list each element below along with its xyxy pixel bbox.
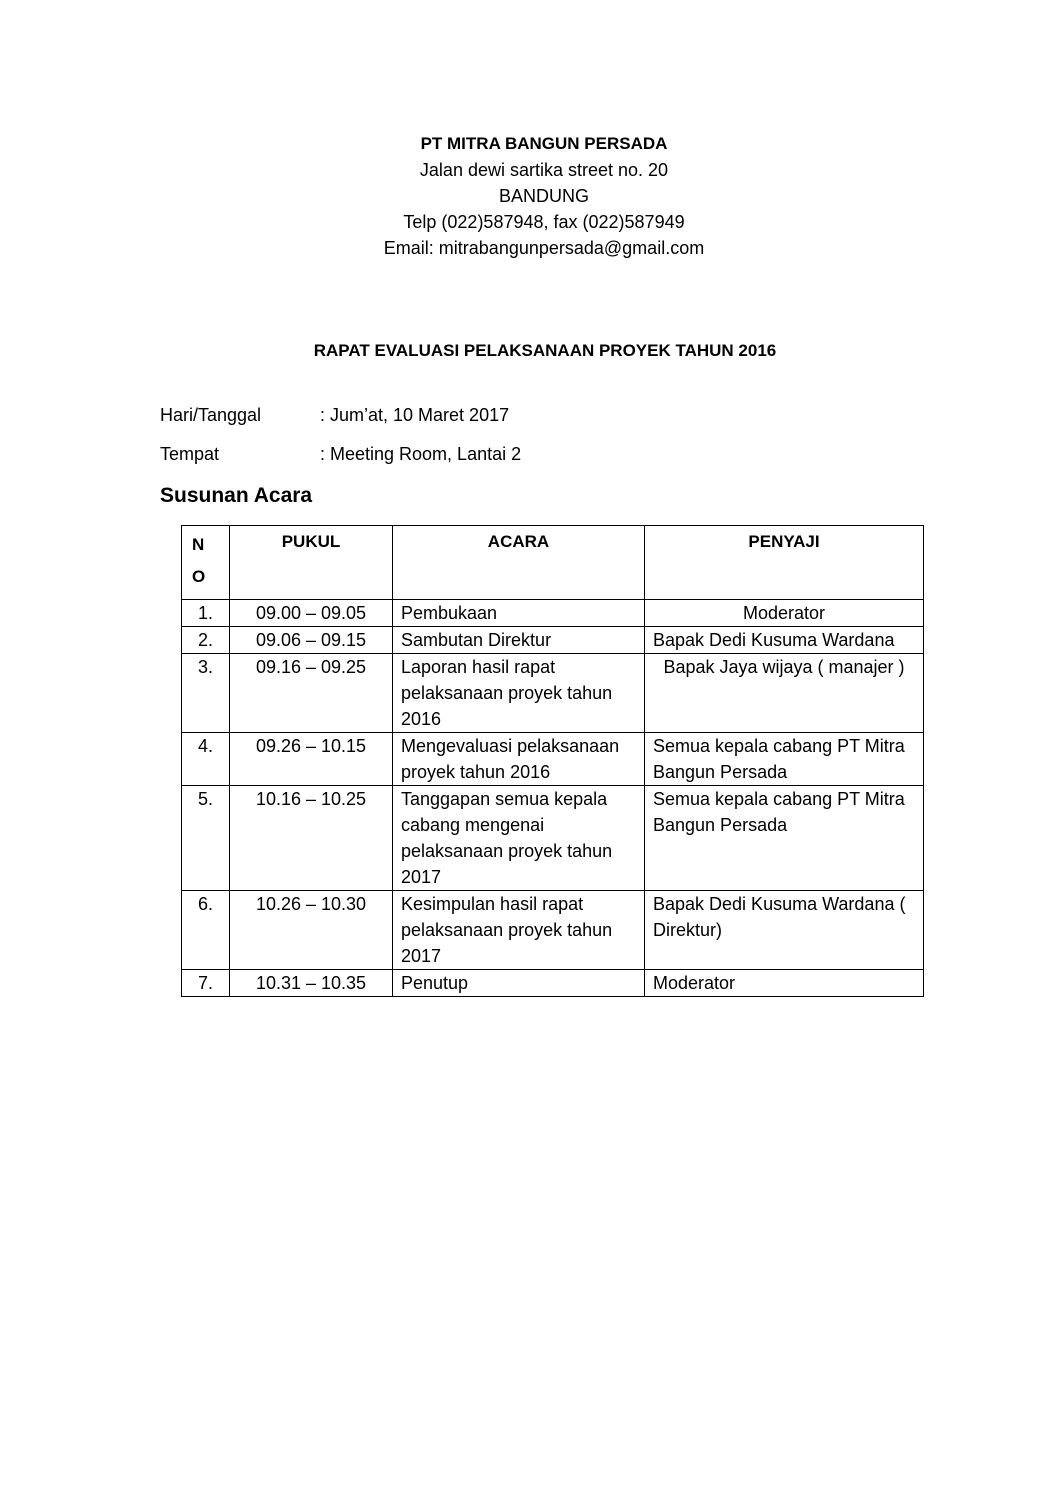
row-event: Kesimpulan hasil rapat pelaksanaan proyek tahun 2017 (393, 891, 645, 970)
row-presenter: Moderator (645, 970, 924, 997)
table-row (182, 970, 924, 997)
place-row (160, 442, 521, 466)
letterhead (0, 131, 1058, 261)
row-presenter: Bapak Dedi Kusuma Wardana ( Direktur) (645, 891, 924, 970)
table-row (182, 891, 924, 970)
row-presenter: Semua kepala cabang PT Mitra Bangun Persada (645, 733, 924, 786)
row-no: 3. (182, 654, 230, 733)
row-time: 09.00 – 09.05 (230, 600, 393, 627)
row-time: 10.16 – 10.25 (230, 786, 393, 891)
row-no: 6. (182, 891, 230, 970)
row-no: 7. (182, 970, 230, 997)
row-no: 1. (182, 600, 230, 627)
company-address: Jalan dewi sartika street no. 20 (419, 160, 669, 180)
document-title: RAPAT EVALUASI PELAKSANAAN PROYEK TAHUN 2016 (313, 341, 777, 360)
row-event: Laporan hasil rapat pelaksanaan proyek tahun 2016 (393, 654, 645, 733)
row-event: Penutup (393, 970, 645, 997)
row-presenter: Moderator (645, 600, 924, 627)
row-no: 2. (182, 627, 230, 654)
date-label: Hari/Tanggal (160, 405, 262, 425)
company-email: Email: mitrabangunpersada@gmail.com (383, 238, 705, 258)
date-row (160, 403, 509, 427)
header-no-line2: O (192, 567, 206, 586)
row-time: 10.31 – 10.35 (230, 970, 393, 997)
agenda-table (181, 525, 924, 997)
row-no: 5. (182, 786, 230, 891)
row-event: Tanggapan semua kepala cabang mengenai pelaksanaan proyek tahun 2017 (393, 786, 645, 891)
row-presenter: Semua kepala cabang PT Mitra Bangun Persada (645, 786, 924, 891)
header-event: ACARA (393, 526, 645, 600)
row-time: 10.26 – 10.30 (230, 891, 393, 970)
place-label: Tempat (160, 444, 220, 464)
row-presenter: Bapak Dedi Kusuma Wardana (645, 627, 924, 654)
row-time: 09.16 – 09.25 (230, 654, 393, 733)
header-no (182, 526, 230, 600)
table-header-row (182, 526, 924, 600)
row-presenter: Bapak Jaya wijaya ( manajer ) (645, 654, 924, 733)
section-title: Susunan Acara (160, 484, 313, 507)
row-time: 09.06 – 09.15 (230, 627, 393, 654)
company-phone: Telp (022)587948, fax (022)587949 (403, 212, 685, 232)
table-row (182, 600, 924, 627)
table-row (182, 627, 924, 654)
date-value: : Jum’at, 10 Maret 2017 (320, 405, 510, 425)
row-event: Sambutan Direktur (393, 627, 645, 654)
row-no: 4. (182, 733, 230, 786)
company-city: BANDUNG (498, 186, 589, 206)
row-event: Mengevaluasi pelaksanaan proyek tahun 2016 (393, 733, 645, 786)
place-value: : Meeting Room, Lantai 2 (320, 444, 522, 464)
table-row (182, 733, 924, 786)
table-row (182, 786, 924, 891)
header-presenter: PENYAJI (645, 526, 924, 600)
header-no-line1: N (192, 535, 205, 554)
company-name: PT MITRA BANGUN PERSADA (420, 134, 668, 153)
table-row (182, 654, 924, 733)
row-event: Pembukaan (393, 600, 645, 627)
header-time: PUKUL (230, 526, 393, 600)
row-time: 09.26 – 10.15 (230, 733, 393, 786)
